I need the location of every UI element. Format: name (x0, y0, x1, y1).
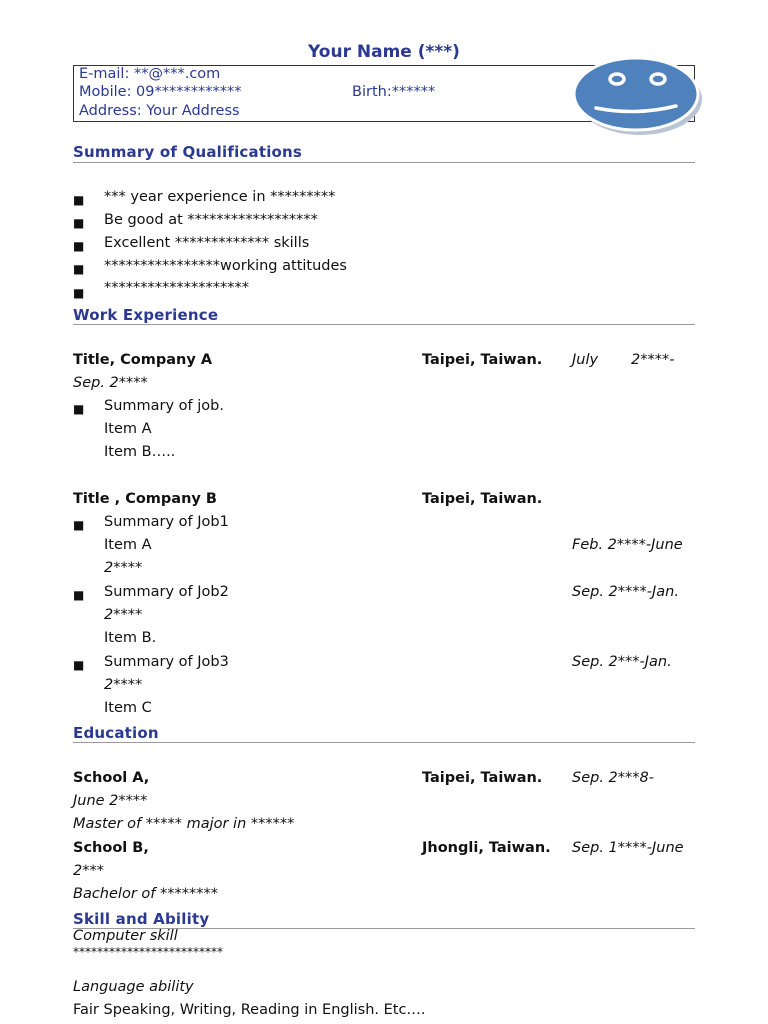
job-item: Item B. (104, 630, 157, 646)
bullet-icon: ■ (73, 402, 85, 416)
school-degree: Bachelor of ******** (73, 886, 218, 902)
section-divider (73, 162, 695, 163)
qualification-item: *** year experience in ********* (104, 189, 336, 205)
school-date: 2*** (73, 863, 104, 879)
resume-name: Your Name (***) (308, 42, 460, 62)
bullet-icon: ■ (73, 286, 85, 300)
school-location: Taipei, Taiwan. (422, 770, 543, 786)
job-item: Item A (104, 537, 152, 553)
job-date: Sep. 2***-Jan. (572, 654, 672, 670)
job-summary: Summary of job. (104, 398, 224, 414)
qualification-item: Excellent ************* skills (104, 235, 310, 251)
qualifications-heading: Summary of Qualifications (73, 143, 303, 161)
job-date: Sep. 2**** (73, 375, 148, 391)
smiley-face-icon (572, 56, 704, 136)
school-a-name: School A, (73, 770, 150, 786)
language-ability-value: Fair Speaking, Writing, Reading in English. Etc…. (73, 1002, 426, 1018)
job-summary: Summary of Job3 (104, 654, 229, 670)
email-text: E-mail: **@***.com (79, 66, 221, 82)
language-ability-label: Language ability (73, 979, 194, 995)
school-date: Sep. 1****-June (572, 840, 684, 856)
job-summary: Summary of Job1 (104, 514, 229, 530)
school-degree: Master of ***** major in ****** (73, 816, 295, 832)
bullet-icon: ■ (73, 262, 85, 276)
job-date: Sep. 2****-Jan. (572, 584, 679, 600)
school-date: June 2**** (73, 793, 148, 809)
bullet-icon: ■ (73, 658, 85, 672)
birth-text: Birth:****** (352, 84, 436, 100)
job-location: Taipei, Taiwan. (422, 352, 543, 368)
school-b-name: School B, (73, 840, 149, 856)
qualification-item: ******************** (104, 280, 249, 296)
computer-skill-value: ************************* (73, 945, 223, 959)
job-date: 2**** (104, 677, 143, 693)
bullet-icon: ■ (73, 239, 85, 253)
qualification-item: Be good at ****************** (104, 212, 318, 228)
job-summary: Summary of Job2 (104, 584, 229, 600)
job-date: 2****- (631, 352, 675, 368)
mobile-text: Mobile: 09************ (79, 84, 242, 100)
school-location: Jhongli, Taiwan. (422, 840, 551, 856)
address-text: Address: Your Address (79, 103, 240, 119)
qualification-item: ****************working attitudes (104, 258, 347, 274)
bullet-icon: ■ (73, 216, 85, 230)
job-item: Item B….. (104, 444, 176, 460)
section-divider (73, 324, 695, 325)
bullet-icon: ■ (73, 193, 85, 207)
section-divider (73, 742, 695, 743)
bullet-icon: ■ (73, 588, 85, 602)
bullet-icon: ■ (73, 518, 85, 532)
job-date: 2**** (104, 560, 143, 576)
job-title-company-b: Title , Company B (73, 491, 217, 507)
job-item: Item A (104, 421, 152, 437)
school-date: Sep. 2***8- (572, 770, 654, 786)
job-date: Feb. 2****-June (572, 537, 683, 553)
job-location: Taipei, Taiwan. (422, 491, 543, 507)
computer-skill-label: Computer skill (73, 928, 178, 944)
job-date: July (572, 352, 599, 368)
skills-heading: Skill and Ability (73, 910, 210, 928)
education-heading: Education (73, 724, 159, 742)
job-item: Item C (104, 700, 152, 716)
job-date: 2**** (104, 607, 143, 623)
job-title-company-a: Title, Company A (73, 352, 213, 368)
work-heading: Work Experience (73, 306, 219, 324)
